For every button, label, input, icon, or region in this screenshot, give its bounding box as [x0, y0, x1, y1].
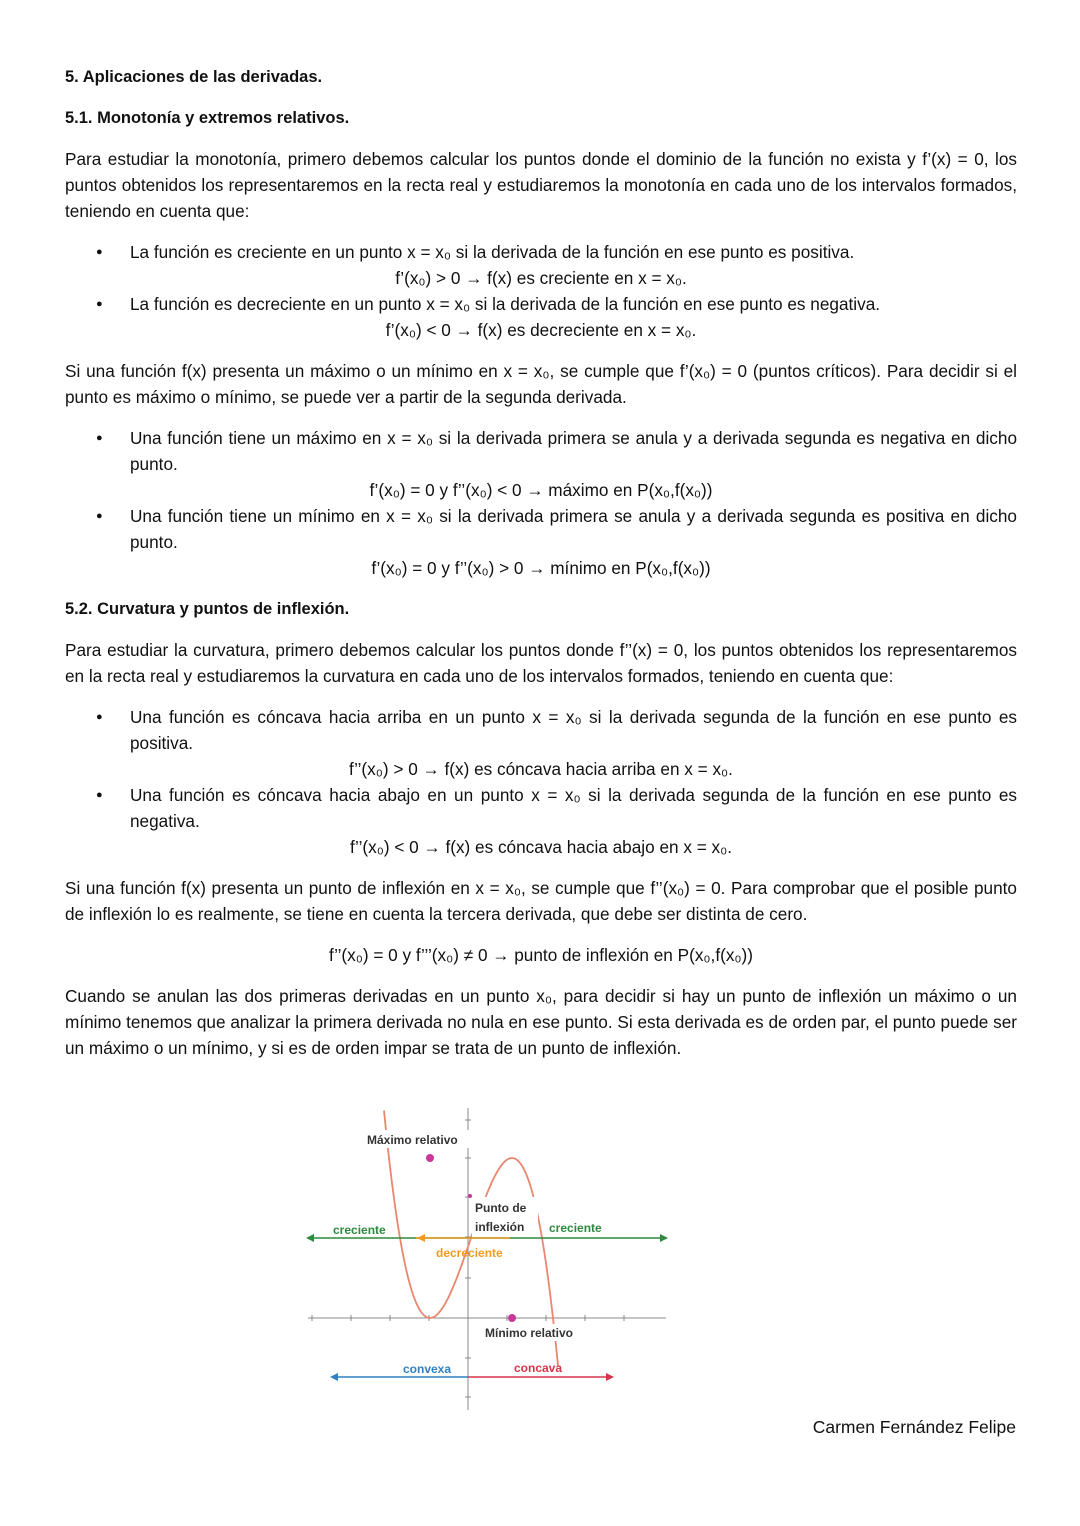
paragraph-inflexion: Si una función f(x) presenta un punto de inflexión en x = x₀, se cumple que f’’(x₀) = 0. Para comprobar que el posible punto de inflexión lo es realmente, se tiene en cuenta la tercera derivada, que debe ser distinta de cero.	[65, 878, 1017, 924]
paragraph-derivadas-nulas: Cuando se anulan las dos primeras derivadas en un punto x₀, para decidir si hay un punto de inflexión un máximo o un mínimo tenemos que analizar la primera derivada no nula en ese punto. Si esta derivada es de orden par, el punto puede ser un máximo o un mínimo, y si es de orden impar se trata de un punto de inflexión.	[65, 986, 1017, 1058]
formula-concava-arriba: f’’(x₀) > 0 → f(x) es cóncava hacia arriba en x = x₀.	[349, 759, 733, 779]
concava-arrow	[606, 1373, 614, 1381]
convexa-arrow	[330, 1373, 338, 1381]
formula-inflexion: f’’(x₀) = 0 y f’’’(x₀) ≠ 0 → punto de inflexión en P(x₀,f(x₀))	[328, 945, 754, 965]
inflexion-label-2: inflexión	[475, 1220, 525, 1234]
bullet-maximo: ● Una función tiene un máximo en x = x₀ si la derivada primera se anula y a derivada segunda es negativa en dicho punto.	[65, 425, 1017, 477]
section-title: 5. Aplicaciones de las derivadas.	[65, 68, 323, 86]
document-body	[65, 64, 1017, 1061]
convexa-label: convexa	[403, 1362, 452, 1376]
paragraph-extremos: Si una función f(x) presenta un máximo o un mínimo en x = x₀, se cumple que f’(x₀) = 0 (puntos críticos). Para decidir si el punto es máximo o mínimo, se puede ver a partir de la segunda derivada.	[65, 361, 1017, 407]
bullet-decreciente: ● La función es decreciente en un punto x = x₀ si la derivada de la función en ese punto es negativa.	[65, 291, 1017, 317]
formula-maximo: f’(x₀) = 0 y f’’(x₀) < 0 → máximo en P(x₀,f(x₀))	[369, 480, 713, 500]
bullet-creciente: ● La función es creciente en un punto x = x₀ si la derivada de la función en ese punto es positiva.	[65, 239, 1017, 265]
creciente-arrow-left	[306, 1234, 314, 1242]
minimum-point	[508, 1314, 516, 1322]
creciente-arrow-right	[660, 1234, 668, 1242]
bullet-concava-arriba: ● Una función es cóncava hacia arriba en un punto x = x₀ si la derivada segunda de la función en ese punto es positiva.	[65, 704, 1017, 756]
inflexion-label-1: Punto de	[475, 1201, 527, 1215]
decreciente-arrow	[417, 1234, 425, 1242]
subsection-title-monotonia: 5.1. Monotonía y extremos relativos.	[65, 109, 350, 127]
concava-label: concava	[514, 1361, 563, 1375]
formula-decreciente: f’(x₀) < 0 → f(x) es decreciente en x = x₀.	[385, 320, 697, 340]
paragraph-curvatura-intro: Para estudiar la curvatura, primero debemos calcular los puntos donde f’’(x) = 0, los puntos obtenidos los representaremos en la recta real y estudiaremos la curvatura en cada uno de los intervalos formados, teniendo en cuenta que:	[65, 640, 1017, 686]
min-label: Mínimo relativo	[485, 1326, 574, 1340]
paragraph-monotonia-intro: Para estudiar la monotonía, primero debemos calcular los puntos donde el dominio de la función no exista y f’(x) = 0, los puntos obtenidos los representaremos en la recta real y estudiaremos la monotonía en cada uno de los intervalos formados, teniendo en cuenta que:	[65, 149, 1017, 221]
formula-concava-abajo: f’’(x₀) < 0 → f(x) es cóncava hacia abajo en x = x₀.	[349, 837, 733, 857]
bullet-minimo: ● Una función tiene un mínimo en x = x₀ si la derivada primera se anula y a derivada segunda es positiva en dicho punto.	[65, 503, 1017, 555]
subsection-title-curvatura: 5.2. Curvatura y puntos de inflexión.	[65, 600, 350, 618]
decreciente-label: decreciente	[436, 1246, 503, 1260]
inflection-point	[468, 1194, 472, 1198]
creciente-left-label: creciente	[333, 1223, 386, 1237]
author-name: Carmen Fernández Felipe	[812, 1417, 1016, 1437]
maximum-point	[426, 1154, 434, 1162]
bullet-concava-abajo: ● Una función es cóncava hacia abajo en un punto x = x₀ si la derivada segunda de la función en ese punto es negativa.	[65, 782, 1017, 834]
function-graph	[300, 1100, 680, 1420]
formula-creciente: f’(x₀) > 0 → f(x) es creciente en x = x₀.	[395, 268, 687, 288]
max-label: Máximo relativo	[367, 1133, 458, 1147]
formula-minimo: f’(x₀) = 0 y f’’(x₀) > 0 → mínimo en P(x₀,f(x₀))	[371, 558, 711, 578]
creciente-right-label: creciente	[549, 1221, 602, 1235]
